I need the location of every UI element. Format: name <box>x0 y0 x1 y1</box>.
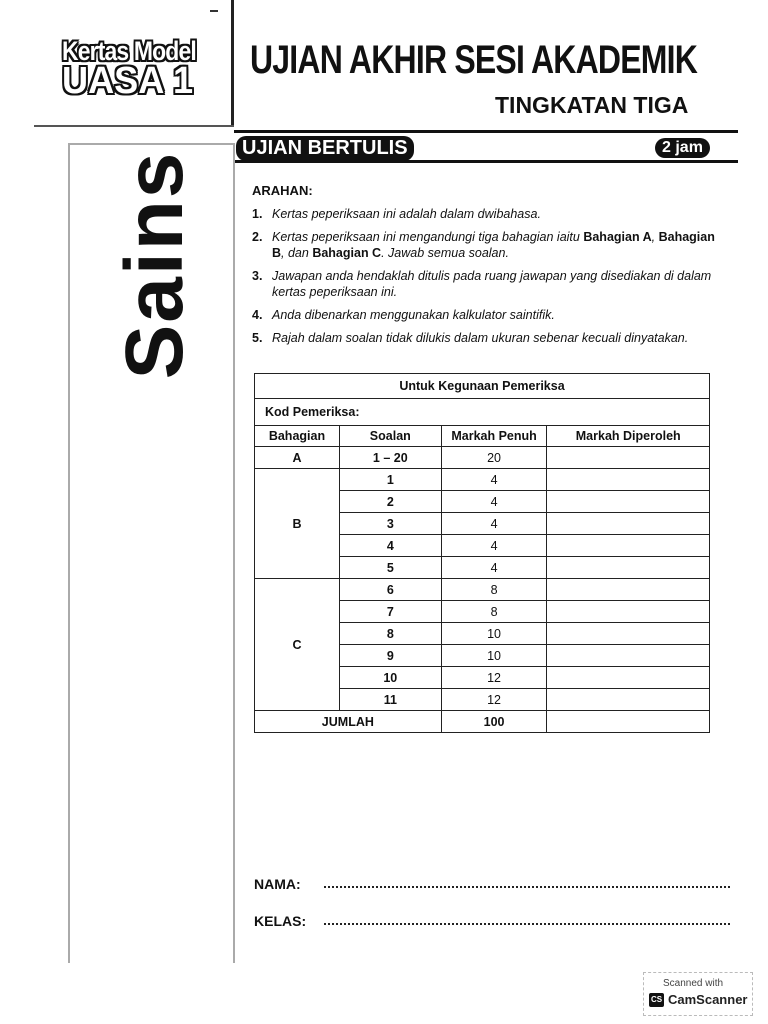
markah-cell: 12 <box>441 667 547 689</box>
instruction-number: 5. <box>252 331 263 345</box>
soalan-cell: 5 <box>339 557 441 579</box>
header-markah-diperoleh: Markah Diperoleh <box>547 426 710 447</box>
markah-diperoleh-cell[interactable] <box>547 601 710 623</box>
header-soalan: Soalan <box>339 426 441 447</box>
markah-diperoleh-cell[interactable] <box>547 579 710 601</box>
instruction-item <box>252 307 722 323</box>
markah-cell: 10 <box>441 623 547 645</box>
table-title-row <box>255 374 710 399</box>
instruction-item <box>252 268 722 300</box>
sub-title: TINGKATAN TIGA <box>495 92 689 118</box>
nama-field[interactable] <box>324 878 730 888</box>
markah-cell: 20 <box>441 447 547 469</box>
section-a: A <box>255 447 340 469</box>
camscanner-name: CamScanner <box>668 992 748 1007</box>
band-top-rule <box>234 130 738 133</box>
kod-pemeriksa-label: Kod Pemeriksa: <box>255 399 710 426</box>
soalan-cell: 11 <box>339 689 441 711</box>
header-divider <box>231 0 234 125</box>
markah-diperoleh-cell[interactable] <box>547 447 710 469</box>
soalan-cell: 2 <box>339 491 441 513</box>
instruction-text: Anda dibenarkan menggunakan kalkulator saintifik. <box>272 308 555 322</box>
instruction-number: 4. <box>252 308 263 322</box>
markah-cell: 4 <box>441 535 547 557</box>
section-c: C <box>255 579 340 711</box>
table-total-row <box>255 711 710 733</box>
kelas-label: KELAS: <box>254 913 307 929</box>
soalan-cell: 1 – 20 <box>339 447 441 469</box>
markah-cell: 4 <box>441 513 547 535</box>
instruction-text: Jawapan anda hendaklah ditulis pada ruang jawapan yang disediakan di dalam kertas peperiksaan ini. <box>272 269 712 299</box>
header-markah-penuh: Markah Penuh <box>441 426 547 447</box>
instruction-text-part: Kertas peperiksaan ini mengandungi tiga bahagian iaitu <box>272 230 584 244</box>
kelas-field[interactable] <box>324 915 730 925</box>
instruction-text-part: . Jawab semua soalan. <box>381 246 509 260</box>
markah-diperoleh-cell[interactable] <box>547 535 710 557</box>
instruction-text: Kertas peperiksaan ini adalah dalam dwibahasa. <box>272 207 541 221</box>
instruction-bold-part: Bahagian A <box>583 230 652 244</box>
section-b: B <box>255 469 340 579</box>
instructions-list <box>252 206 722 353</box>
table-kod-row <box>255 399 710 426</box>
markah-cell: 8 <box>441 601 547 623</box>
markah-cell: 10 <box>441 645 547 667</box>
instruction-bold-part: Bahagian C <box>312 246 382 260</box>
header-bahagian: Bahagian <box>255 426 340 447</box>
paper-label: UJIAN BERTULIS <box>236 136 414 161</box>
markah-cell: 12 <box>441 689 547 711</box>
total-diperoleh-cell[interactable] <box>547 711 710 733</box>
markah-diperoleh-cell[interactable] <box>547 513 710 535</box>
badge-kertas-model: Kertas Model <box>62 36 196 66</box>
soalan-cell: 1 <box>339 469 441 491</box>
sidebar-top-border <box>68 143 234 145</box>
instruction-text-part: , <box>651 230 659 244</box>
soalan-cell: 3 <box>339 513 441 535</box>
table-title: Untuk Kegunaan Pemeriksa <box>255 374 710 399</box>
instruction-number: 1. <box>252 207 263 221</box>
instruction-text: Rajah dalam soalan tidak dilukis dalam ukuran sebenar kecuali dinyatakan. <box>272 331 689 345</box>
corner-mark <box>210 10 218 12</box>
instructions-heading: ARAHAN: <box>252 183 313 198</box>
markah-diperoleh-cell[interactable] <box>547 557 710 579</box>
soalan-cell: 7 <box>339 601 441 623</box>
soalan-cell: 10 <box>339 667 441 689</box>
soalan-cell: 8 <box>339 623 441 645</box>
instruction-text <box>272 230 715 260</box>
main-title: UJIAN AKHIR SESI AKADEMIK <box>250 38 697 82</box>
markah-diperoleh-cell[interactable] <box>547 623 710 645</box>
markah-cell: 4 <box>441 469 547 491</box>
markah-cell: 8 <box>441 579 547 601</box>
markah-diperoleh-cell[interactable] <box>547 491 710 513</box>
camscanner-caption: Scanned with <box>663 978 724 989</box>
duration-badge: 2 jam <box>655 138 710 158</box>
table-row <box>255 579 710 601</box>
instruction-number: 2. <box>252 230 263 244</box>
total-value: 100 <box>441 711 547 733</box>
instruction-item <box>252 229 722 261</box>
camscanner-logo-icon: CS <box>649 993 664 1007</box>
markah-diperoleh-cell[interactable] <box>547 645 710 667</box>
markah-diperoleh-cell[interactable] <box>547 469 710 491</box>
soalan-cell: 9 <box>339 645 441 667</box>
instruction-item <box>252 206 722 222</box>
badge-uasa: UASA 1 <box>62 60 194 102</box>
markah-diperoleh-cell[interactable] <box>547 689 710 711</box>
instruction-text-part: , dan <box>281 246 313 260</box>
instruction-bold-part: Bahagian B <box>272 230 715 260</box>
instruction-item <box>252 330 722 346</box>
sidebar-right-border <box>233 143 235 963</box>
table-row <box>255 469 710 491</box>
markah-diperoleh-cell[interactable] <box>547 667 710 689</box>
examiner-table <box>254 373 710 733</box>
badge-underline <box>34 125 234 127</box>
markah-cell: 4 <box>441 491 547 513</box>
total-label: JUMLAH <box>255 711 442 733</box>
markah-cell: 4 <box>441 557 547 579</box>
table-row <box>255 447 710 469</box>
soalan-cell: 4 <box>339 535 441 557</box>
sidebar-left-border <box>68 143 70 963</box>
instruction-number: 3. <box>252 269 263 283</box>
table-header-row <box>255 426 710 447</box>
nama-label: NAMA: <box>254 876 301 892</box>
subject-title: Sains <box>109 150 200 380</box>
soalan-cell: 6 <box>339 579 441 601</box>
